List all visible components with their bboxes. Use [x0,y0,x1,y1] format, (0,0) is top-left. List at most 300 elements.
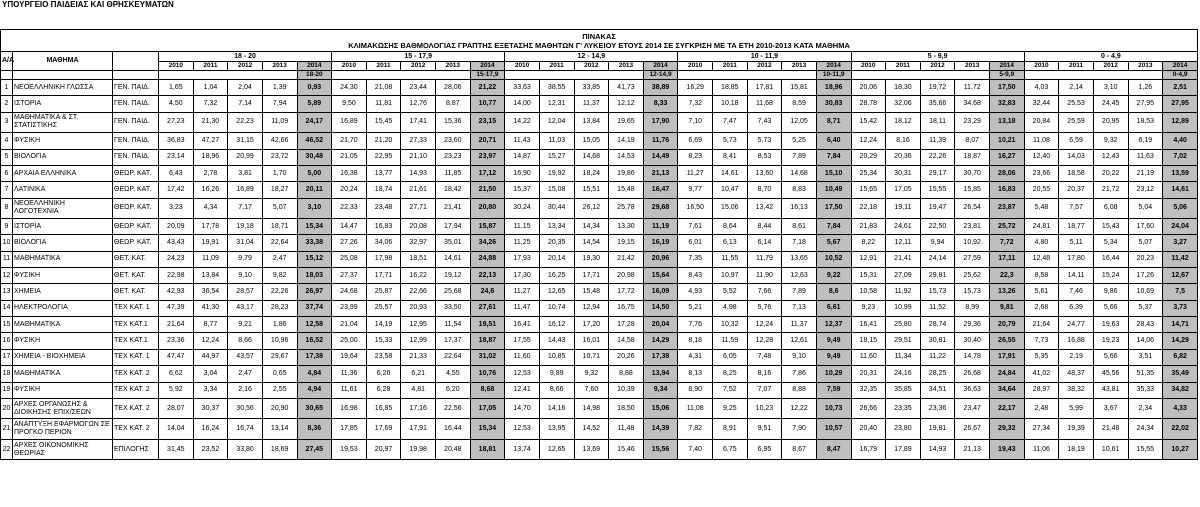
percentage-cell: 8,43 [678,268,713,284]
percentage-cell: 11,52 [920,300,955,316]
percentage-cell: 33,50 [436,300,471,316]
percentage-cell: 29,36 [955,317,990,333]
row-number: 5 [1,149,13,165]
percentage-cell: 16,83 [366,219,401,235]
percentage-cell: 10,49 [816,182,851,198]
percentage-cell: 7,94 [262,96,297,112]
percentage-cell: 13,14 [262,419,297,440]
percentage-cell: 15,46 [609,439,644,460]
percentage-cell: 6,05 [713,349,748,365]
percentage-cell: 14,22 [505,112,540,133]
table-title [1,30,1198,52]
percentage-cell: 30,81 [920,333,955,349]
percentage-cell: 20,93 [401,300,436,316]
percentage-cell: 9,79 [228,251,263,267]
row-number: 16 [1,333,13,349]
table-row [1,284,1198,300]
percentage-cell: 6,69 [678,133,713,149]
percentage-cell: 2,78 [193,165,228,181]
percentage-cell: 22,64 [436,349,471,365]
row-number: 7 [1,182,13,198]
percentage-cell: 13,94 [643,366,678,382]
percentage-cell: 14,03 [1059,149,1094,165]
percentage-cell: 9,25 [713,398,748,419]
percentage-cell: 24,81 [1024,219,1059,235]
percentage-cell: 8,6 [816,284,851,300]
percentage-cell: 7,48 [747,349,782,365]
percentage-cell: 14,61 [436,251,471,267]
percentage-cell: 3,23 [159,198,194,219]
percentage-cell: 15,36 [436,112,471,133]
percentage-cell: 9,10 [782,349,817,365]
row-number: 1 [1,80,13,96]
percentage-cell: 27,34 [1024,419,1059,440]
percentage-cell: 1,65 [159,80,194,96]
subject-name: ΜΑΘΗΜΑΤΙΚΑ [13,317,113,333]
header-year: 2011 [193,62,228,71]
percentage-cell: 17,28 [609,317,644,333]
percentage-cell: 27,95 [1163,96,1198,112]
header-row-group-labels [1,71,1198,80]
percentage-cell: 17,91 [401,419,436,440]
percentage-cell: 21,30 [193,112,228,133]
percentage-cell: 5,73 [747,133,782,149]
percentage-cell: 13,18 [990,112,1025,133]
percentage-cell: 28,57 [228,284,263,300]
percentage-cell: 18,77 [1059,219,1094,235]
percentage-cell: 25,68 [436,284,471,300]
subject-name: ΦΥΣΙΚΗ [13,268,113,284]
percentage-cell: 4,84 [297,366,332,382]
percentage-cell: 5,73 [713,133,748,149]
percentage-cell: 10,97 [713,268,748,284]
percentage-cell: 14,52 [574,419,609,440]
percentage-cell: 3,10 [297,198,332,219]
percentage-cell: 12,65 [539,284,574,300]
percentage-cell: 17,71 [366,268,401,284]
percentage-cell: 29,81 [920,268,955,284]
percentage-cell: 14,16 [539,398,574,419]
percentage-cell: 5,66 [1093,300,1128,316]
percentage-cell: 16,24 [193,419,228,440]
percentage-cell: 4,80 [1024,235,1059,251]
percentage-cell: 7,86 [782,366,817,382]
percentage-cell: 12,67 [1163,268,1198,284]
percentage-cell: 12,24 [193,333,228,349]
percentage-cell: 1,86 [262,317,297,333]
percentage-cell: 16,79 [851,439,886,460]
percentage-cell: 34,64 [990,382,1025,398]
percentage-cell: 17,89 [886,439,921,460]
percentage-cell: 24,45 [1093,96,1128,112]
percentage-cell: 12,05 [782,112,817,133]
percentage-cell: 16,98 [332,398,367,419]
percentage-cell: 30,83 [816,96,851,112]
percentage-cell: 34,51 [920,382,955,398]
subject-name: ΑΡΧΕΣ ΟΡΓΑΝΩΣΗΣ & ΔΙΟΙΚΗΣΗΣ ΕΠΙΧ/ΣΕΩΝ [13,398,113,419]
percentage-cell: 26,12 [574,198,609,219]
percentage-cell: 20,04 [643,317,678,333]
percentage-cell: 44,97 [193,349,228,365]
percentage-cell: 12,04 [539,112,574,133]
percentage-cell: 4,31 [678,349,713,365]
percentage-cell: 13,30 [609,219,644,235]
percentage-cell: 11,09 [193,251,228,267]
percentage-cell: 14,53 [609,149,644,165]
percentage-cell: 18,69 [262,439,297,460]
percentage-cell: 12,28 [747,333,782,349]
percentage-cell: 35,49 [1163,366,1198,382]
group-range-label [851,71,990,80]
percentage-cell: 46,52 [297,133,332,149]
percentage-cell: 38,32 [1059,382,1094,398]
table-row [1,133,1198,149]
percentage-cell: 23,99 [332,300,367,316]
subject-category: ΤΕΧ ΚΑΤ.1 [113,333,159,349]
percentage-cell: 16,25 [539,268,574,284]
percentage-cell: 18,96 [193,149,228,165]
percentage-cell: 11,08 [1024,133,1059,149]
group-range-label [159,71,298,80]
percentage-cell: 35,85 [886,382,921,398]
percentage-cell: 7,60 [574,382,609,398]
percentage-cell: 21,41 [886,251,921,267]
percentage-cell: 18,85 [713,80,748,96]
percentage-cell: 10,27 [1163,439,1198,460]
percentage-cell: 27,59 [955,251,990,267]
percentage-cell: 17,38 [643,349,678,365]
percentage-cell: 14,43 [539,333,574,349]
percentage-cell: 9,32 [574,366,609,382]
percentage-cell: 6,40 [816,133,851,149]
percentage-cell: 11,06 [1024,439,1059,460]
percentage-cell: 21,48 [1093,419,1128,440]
percentage-cell: 23,48 [366,198,401,219]
percentage-cell: 11,55 [713,251,748,267]
percentage-cell: 4,50 [159,96,194,112]
percentage-cell: 8,87 [436,96,471,112]
percentage-cell: 21,22 [470,80,505,96]
percentage-cell: 18,53 [1128,112,1163,133]
percentage-cell: 21,83 [851,219,886,235]
percentage-cell: 11,03 [539,133,574,149]
percentage-cell: 6,82 [1163,349,1198,365]
subject-name: ΛΑΤΙΝΙΚΑ [13,182,113,198]
percentage-cell: 4,81 [401,382,436,398]
row-number: 10 [1,235,13,251]
table-row [1,439,1198,460]
percentage-cell: 35,66 [920,96,955,112]
percentage-cell: 26,97 [297,284,332,300]
percentage-cell: 12,24 [851,133,886,149]
percentage-cell: 14,58 [609,333,644,349]
row-number: 6 [1,165,13,181]
row-number: 13 [1,284,13,300]
percentage-cell: 1,70 [262,165,297,181]
percentage-cell: 9,86 [1093,284,1128,300]
percentage-cell: 38,55 [539,80,574,96]
header-year: 2011 [366,62,401,71]
header-year: 2013 [1128,62,1163,71]
percentage-cell: 36,54 [193,284,228,300]
row-number: 9 [1,219,13,235]
percentage-cell: 24,84 [990,366,1025,382]
percentage-cell: 22,50 [920,219,955,235]
percentage-cell: 7,84 [816,219,851,235]
percentage-cell: 3,27 [1163,235,1198,251]
percentage-cell: 19,98 [401,439,436,460]
percentage-cell: 17,98 [366,251,401,267]
percentage-cell: 6,14 [747,235,782,251]
percentage-cell: 42,93 [159,284,194,300]
percentage-cell: 30,70 [955,165,990,181]
percentage-cell: 2,19 [1059,349,1094,365]
percentage-cell: 12,53 [505,366,540,382]
header-year: 2010 [332,62,367,71]
percentage-cell: 7,66 [747,284,782,300]
percentage-cell: 22,56 [436,398,471,419]
percentage-cell: 7,90 [782,419,817,440]
percentage-cell: 21,05 [332,149,367,165]
percentage-cell: 41,73 [609,80,644,96]
table-row [1,182,1198,198]
percentage-cell: 20,95 [1093,112,1128,133]
percentage-cell: 11,25 [505,235,540,251]
percentage-cell: 16,47 [643,182,678,198]
percentage-cell: 5,67 [816,235,851,251]
subject-name: ΦΥΣΙΚΗ [13,133,113,149]
percentage-cell: 15,08 [539,182,574,198]
header-year: 2010 [159,62,194,71]
percentage-cell: 22,13 [470,268,505,284]
subject-name: ΑΡΧΕΣ ΟΙΚΟΝΟΜΙΚΗΣ ΘΕΩΡΙΑΣ [13,439,113,460]
percentage-cell: 28,97 [1024,382,1059,398]
percentage-cell: 9,81 [990,300,1025,316]
percentage-cell: 2,55 [262,382,297,398]
header-row-groups [1,52,1198,62]
percentage-cell: 21,10 [401,149,436,165]
percentage-cell: 15,12 [297,251,332,267]
percentage-cell: 2,48 [1024,398,1059,419]
percentage-cell: 21,64 [159,317,194,333]
percentage-cell: 3,67 [1093,398,1128,419]
percentage-cell: 8,91 [713,419,748,440]
percentage-cell: 5,66 [1093,349,1128,365]
percentage-cell: 8,36 [297,419,332,440]
group-range-label [1024,71,1163,80]
percentage-cell: 12,37 [816,317,851,333]
percentage-cell: 20,98 [609,268,644,284]
percentage-cell: 18,96 [816,80,851,96]
percentage-cell: 16,75 [609,300,644,316]
percentage-cell: 29,17 [920,165,955,181]
percentage-cell: 11,27 [678,165,713,181]
percentage-cell: 20,23 [1128,251,1163,267]
subject-category: ΘΕΤ. ΚΑΤ. [113,268,159,284]
percentage-cell: 33,80 [228,439,263,460]
percentage-cell: 16,27 [990,149,1025,165]
percentage-cell: 7,57 [1059,198,1094,219]
percentage-cell: 20,22 [1093,165,1128,181]
percentage-cell: 27,26 [332,235,367,251]
percentage-cell: 14,19 [366,317,401,333]
percentage-cell: 16,89 [228,182,263,198]
percentage-cell: 15,34 [470,419,505,440]
percentage-cell: 14,47 [332,219,367,235]
percentage-cell: 11,60 [851,349,886,365]
percentage-cell: 17,50 [990,80,1025,96]
percentage-cell: 28,43 [1128,317,1163,333]
percentage-cell: 20,09 [159,219,194,235]
percentage-cell: 2,47 [262,251,297,267]
subject-name: ΝΕΟΕΛΛΗΝΙΚΗ ΛΟΓΟΤΕΧΝΙΑ [13,198,113,219]
percentage-cell: 18,74 [366,182,401,198]
subject-name: ΗΛΕΚΤΡΟΛΟΓΙΑ [13,300,113,316]
percentage-cell: 17,05 [886,182,921,198]
percentage-cell: 15,34 [297,219,332,235]
header-year: 2013 [436,62,471,71]
percentage-cell: 13,60 [747,165,782,181]
percentage-cell: 38,89 [643,80,678,96]
percentage-cell: 7,82 [678,419,713,440]
percentage-cell: 30,24 [505,198,540,219]
percentage-cell: 11,48 [609,419,644,440]
percentage-cell: 45,56 [1093,366,1128,382]
header-year: 2014 [816,62,851,71]
percentage-cell: 14,93 [401,165,436,181]
percentage-cell: 31,45 [159,439,194,460]
percentage-cell: 16,50 [678,198,713,219]
group-range-label-2014: 12-14,9 [643,71,678,80]
row-number: 20 [1,398,13,419]
percentage-cell: 36,63 [955,382,990,398]
percentage-cell: 23,80 [886,419,921,440]
percentage-cell: 10,52 [816,251,851,267]
percentage-cell: 11,42 [1163,251,1198,267]
percentage-cell: 8,23 [678,149,713,165]
percentage-cell: 8,83 [782,182,817,198]
percentage-cell: 18,51 [401,251,436,267]
percentage-cell: 35,33 [1128,382,1163,398]
blank-cell [113,71,159,80]
percentage-cell: 12,48 [1024,251,1059,267]
percentage-cell: 8,33 [643,96,678,112]
percentage-cell: 17,12 [470,165,505,181]
percentage-cell: 19,91 [193,235,228,251]
percentage-cell: 23,72 [262,149,297,165]
percentage-cell: 30,37 [193,398,228,419]
percentage-cell: 14,34 [574,219,609,235]
header-year: 2010 [1024,62,1059,71]
percentage-cell: 11,27 [505,284,540,300]
percentage-cell: 18,19 [1059,439,1094,460]
percentage-cell: 1,04 [193,80,228,96]
subject-category: ΓΕΝ. ΠΑΙΔ. [113,149,159,165]
percentage-cell: 18,58 [1059,165,1094,181]
percentage-cell: 12,89 [1163,112,1198,133]
percentage-cell: 21,08 [366,80,401,96]
percentage-cell: 25,78 [609,198,644,219]
percentage-cell: 17,37 [436,333,471,349]
percentage-cell: 8,66 [539,382,574,398]
percentage-cell: 7,73 [1024,333,1059,349]
percentage-cell: 25,72 [990,219,1025,235]
percentage-cell: 27,61 [470,300,505,316]
percentage-cell: 23,12 [1128,182,1163,198]
percentage-cell: 2,51 [1163,80,1198,96]
header-year: 2013 [609,62,644,71]
percentage-cell: 12,22 [782,398,817,419]
table-row [1,251,1198,267]
header-year: 2013 [262,62,297,71]
percentage-cell: 2,47 [228,366,263,382]
percentage-cell: 32,97 [401,235,436,251]
percentage-cell: 2,34 [1128,398,1163,419]
subject-category: ΘΕΩΡ. ΚΑΤ. [113,198,159,219]
group-range-label-2014: 5-9,9 [990,71,1025,80]
percentage-cell: 23,15 [470,112,505,133]
percentage-cell: 6,43 [159,165,194,181]
row-number: 3 [1,112,13,133]
percentage-cell: 28,06 [990,165,1025,181]
percentage-cell: 33,63 [505,80,540,96]
row-number: 2 [1,96,13,112]
percentage-cell: 16,22 [401,268,436,284]
percentage-cell: 13,95 [539,419,574,440]
percentage-cell: 17,05 [470,398,505,419]
percentage-cell: 20,48 [436,439,471,460]
percentage-cell: 9,21 [228,317,263,333]
percentage-cell: 15,55 [1128,439,1163,460]
table-row [1,165,1198,181]
header-year: 2010 [505,62,540,71]
percentage-cell: 29,51 [886,333,921,349]
percentage-cell: 16,83 [990,182,1025,198]
header-row-years [1,62,1198,71]
percentage-cell: 15,85 [955,182,990,198]
row-number: 4 [1,133,13,149]
grade-distribution-table-wrapper [0,29,1197,460]
percentage-cell: 15,55 [920,182,955,198]
percentage-cell: 25,57 [366,300,401,316]
percentage-cell: 7,61 [678,219,713,235]
percentage-cell: 11,59 [713,333,748,349]
percentage-cell: 19,23 [1093,333,1128,349]
row-number: 12 [1,268,13,284]
percentage-cell: 10,29 [816,366,851,382]
percentage-cell: 11,85 [436,165,471,181]
percentage-cell: 27,71 [401,198,436,219]
subject-category: ΤΕΧ ΚΑΤ. 2 [113,382,159,398]
header-group: 0 - 4,9 [1024,52,1198,62]
percentage-cell: 6,62 [159,366,194,382]
group-range-label-2014: 0-4,9 [1163,71,1198,80]
group-range-label-2014: 18-20 [297,71,332,80]
percentage-cell: 3,51 [1128,349,1163,365]
percentage-cell: 3,04 [193,366,228,382]
subject-category: ΤΕΧ ΚΑΤ. 1 [113,300,159,316]
percentage-cell: 32,06 [886,96,921,112]
header-year: 2014 [990,62,1025,71]
percentage-cell: 16,09 [643,284,678,300]
percentage-cell: 21,50 [470,182,505,198]
row-number: 14 [1,300,13,316]
percentage-cell: 26,66 [851,398,886,419]
percentage-cell: 24,16 [886,366,921,382]
percentage-cell: 8,90 [678,382,713,398]
percentage-cell: 25,34 [851,165,886,181]
percentage-cell: 7,18 [782,235,817,251]
